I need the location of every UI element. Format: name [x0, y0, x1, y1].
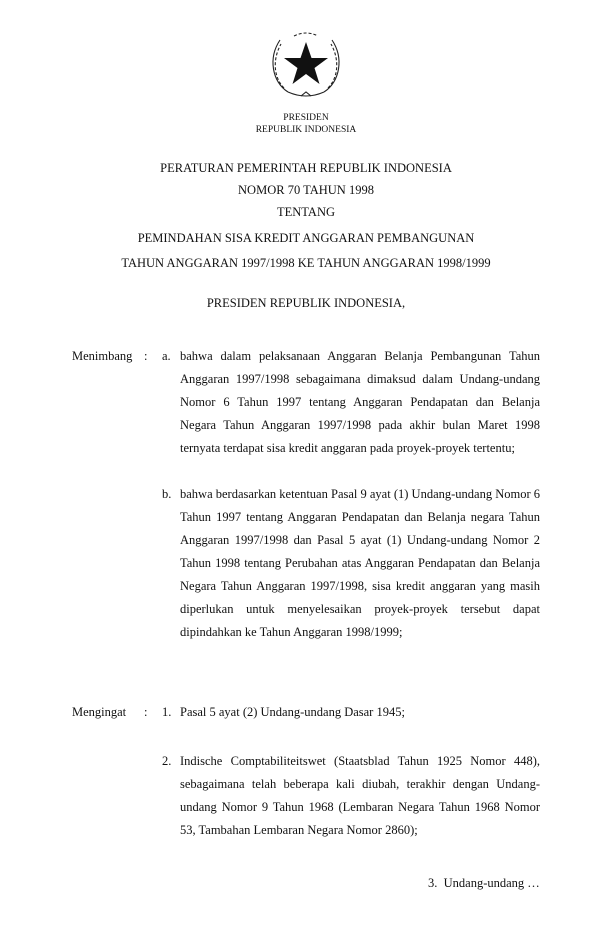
mengingat-2-text: Indische Comptabiliteitswet (Staatsblad Tahun 1925 Nomor 448), sebagaimana telah beberapa kali diubah, terakhir dengan Undang-undang Nomor 9 Tahun 1968 (Lembaran Negara Tahun 1968 Nomor 53, Tambahan Lembaran Negara Nomor 2860);: [180, 754, 540, 837]
mengingat-colon: :: [144, 705, 148, 719]
title-regulation: PERATURAN PEMERINTAH REPUBLIK INDONESIA: [160, 161, 452, 175]
state-emblem-icon: [266, 28, 346, 102]
mengingat-2-marker: 2.: [162, 754, 172, 768]
header-president: PRESIDEN: [283, 113, 329, 123]
page-continuation: 3. Undang-undang …: [428, 876, 540, 890]
menimbang-b-marker: b.: [162, 487, 172, 501]
title-about: TENTANG: [276, 205, 335, 219]
title-subject-1: PEMINDAHAN SISA KREDIT ANGGARAN PEMBANGUNAN: [137, 231, 475, 245]
mengingat-1-marker: 1.: [162, 705, 172, 719]
menimbang-b-text: bahwa berdasarkan ketentuan Pasal 9 ayat (1) Undang-undang Nomor 6 Tahun 1997 tentang Anggaran Pendapatan dan Belanja negara Tahun Anggaran 1997/1998 dan Pasal 5 ayat (1) Undang-undang Nomor 2 Tahun 1998 tentang Perubahan atas Anggaran Pendapatan dan Belanja Negara Tahun Anggaran 1997/1998, sisa kredit anggaran yang masih diperlukan untuk menyelesaikan proyek-proyek tersebut dapat dipindahkan ke Tahun Anggaran 1998/1999;: [180, 487, 540, 639]
mengingat-1-text: Pasal 5 ayat (2) Undang-undang Dasar 1945;: [180, 705, 405, 719]
header-republic: REPUBLIK INDONESIA: [255, 125, 357, 135]
menimbang-colon: :: [144, 349, 148, 363]
title-number: NOMOR 70 TAHUN 1998: [238, 183, 374, 197]
menimbang-label: Menimbang: [72, 349, 133, 363]
title-subject-2: TAHUN ANGGARAN 1997/1998 KE TAHUN ANGGARAN 1998/1999: [121, 256, 491, 270]
menimbang-a-marker: a.: [162, 349, 171, 363]
mengingat-label: Mengingat: [72, 705, 127, 719]
menimbang-a-text: bahwa dalam pelaksanaan Anggaran Belanja Pembangunan Tahun Anggaran 1997/1998 sebagaimana dimaksud dalam Undang-undang Nomor 6 Tahun 1997 tentang Anggaran Pendapatan dan Belanja Negara Tahun Anggaran 1997/1998 pada akhir bulan Maret 1998 ternyata terdapat sisa kredit anggaran pada proyek-proyek tertentu;: [180, 349, 540, 455]
issuer: PRESIDEN REPUBLIK INDONESIA,: [206, 296, 406, 310]
